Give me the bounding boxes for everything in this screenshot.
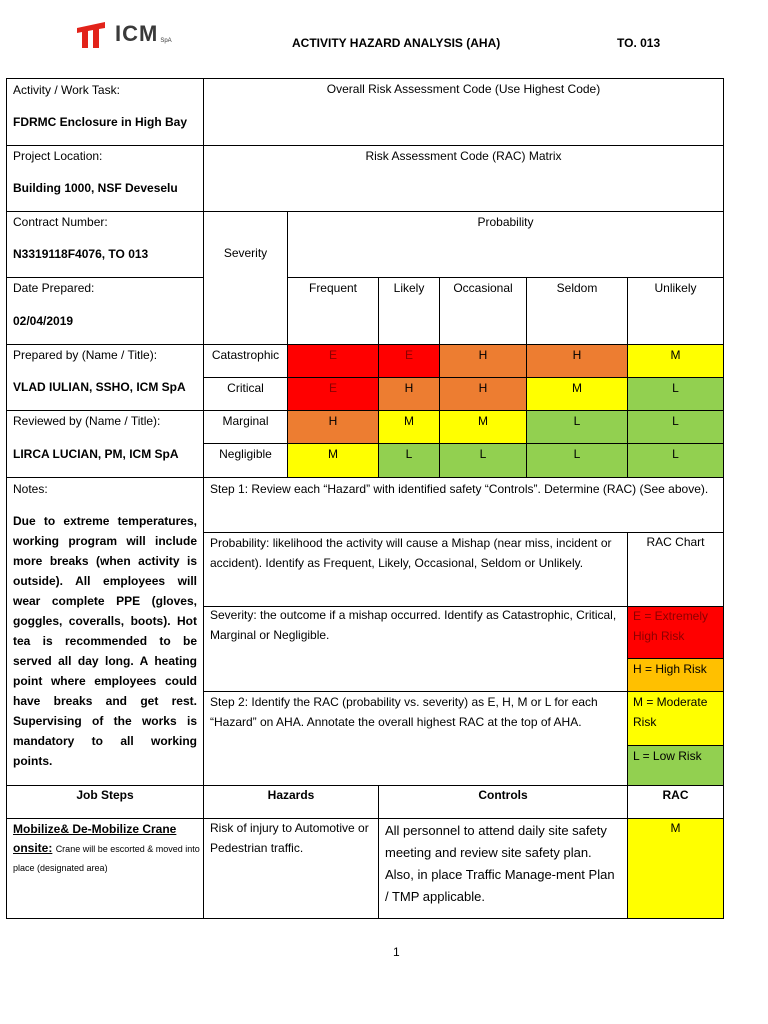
legend-extreme-text: E = Extremely High Risk (633, 609, 709, 643)
prob-frequent (287, 277, 379, 345)
probability-def-cell (203, 532, 628, 607)
activity-label: Activity / Work Task: (13, 83, 120, 97)
rac-cell-negligible-frequent: M (287, 443, 379, 478)
severity-catastrophic-label: Catastrophic (211, 348, 280, 362)
notes-cell (6, 477, 204, 786)
document-title: ACTIVITY HAZARD ANALYSIS (AHA) (292, 36, 501, 50)
table-row-control (378, 818, 628, 919)
prepared-value: VLAD IULIAN, SSHO, ICM SpA (13, 380, 186, 394)
overall-rac-label: Overall Risk Assessment Code (Use Highest Code) (326, 82, 601, 96)
prob-seldom (526, 277, 628, 345)
rac-cell-catastrophic-unlikely: M (627, 344, 724, 378)
logo-text: ICM (115, 21, 159, 46)
rac-cell-marginal-seldom: L (526, 410, 628, 444)
header-rac (627, 785, 724, 819)
legend-high-text: H = High Risk (633, 662, 707, 676)
rac-cell-negligible-likely: L (378, 443, 440, 478)
rac-cell-marginal-unlikely: L (627, 410, 724, 444)
severity-header (203, 211, 288, 345)
prob-unlikely-label: Unlikely (654, 281, 697, 295)
rac-cell-catastrophic-likely: E (378, 344, 440, 378)
rac-cell-marginal-likely: M (378, 410, 440, 444)
header-hazards-label: Hazards (267, 788, 315, 802)
severity-marginal (203, 410, 288, 444)
table-row-rac (627, 818, 724, 919)
job-step-note: Crane will be escorted & moved into place (designated area) (13, 844, 200, 873)
legend-low-text: L = Low Risk (633, 749, 702, 763)
rac-cell-critical-unlikely: L (627, 377, 724, 411)
legend-high (627, 658, 724, 692)
icm-logo-icon (75, 22, 107, 48)
activity-cell (6, 78, 204, 146)
rac-cell-critical-seldom: M (526, 377, 628, 411)
date-label: Date Prepared: (13, 281, 95, 295)
rac-cell-catastrophic-occasional: H (439, 344, 527, 378)
location-value: Building 1000, NSF Deveselu (13, 181, 178, 195)
rac-cell-critical-likely: H (378, 377, 440, 411)
contract-cell (6, 211, 204, 278)
severity-critical-label: Critical (227, 381, 264, 395)
rac-cell-critical-frequent: E (287, 377, 379, 411)
contract-value: N3319118F4076, TO 013 (13, 247, 149, 261)
rac-matrix-title-cell (203, 145, 724, 212)
prob-likely (378, 277, 440, 345)
legend-moderate-text: M = Moderate Risk (633, 695, 708, 729)
prob-frequent-label: Frequent (308, 281, 358, 295)
notes-text: Due to extreme temperatures, working program will include more breaks (when activity is outside). All employees will wear complete PPE (gloves, goggles, coveralls, boots). Hot tea is recommended to be served all day long. A heating point where employees could have breaks and get rest. Supervising of the works is mandatory to all working points. (13, 514, 197, 768)
rac-cell-critical-occasional: H (439, 377, 527, 411)
prob-likely-label: Likely (393, 281, 425, 295)
header-rac-label: RAC (662, 788, 689, 802)
rac-cell-negligible-occasional: L (439, 443, 527, 478)
prepared-label: Prepared by (Name / Title): (13, 348, 158, 362)
rac-matrix-title: Risk Assessment Code (RAC) Matrix (365, 149, 562, 163)
activity-value: FDRMC Enclosure in High Bay (13, 115, 188, 129)
hazard-text: Risk of injury to Automotive or Pedestrian traffic. (210, 821, 369, 855)
header-hazards (203, 785, 379, 819)
location-label: Project Location: (13, 149, 103, 163)
probability-def: Probability: likelihood the activity will cause a Mishap (near miss, incident or accident). Identify as Frequent, Likely, Occasional, Seldom or Unlikely. (210, 536, 612, 570)
prob-occasional-label: Occasional (453, 281, 513, 295)
rac-cell-negligible-seldom: L (526, 443, 628, 478)
location-cell (6, 145, 204, 212)
prepared-cell (6, 344, 204, 411)
header-job-steps-label: Job Steps (76, 788, 134, 802)
severity-def-cell (203, 606, 628, 692)
severity-marginal-label: Marginal (222, 414, 269, 428)
severity-critical (203, 377, 288, 411)
probability-header (287, 211, 724, 278)
prob-unlikely (627, 277, 724, 345)
severity-label: Severity (223, 246, 268, 260)
severity-negligible (203, 443, 288, 478)
date-cell (6, 277, 204, 345)
probability-label: Probability (477, 215, 534, 229)
contract-label: Contract Number: (13, 215, 108, 229)
rac-cell-catastrophic-frequent: E (287, 344, 379, 378)
page-number: 1 (393, 945, 400, 959)
step2-cell (203, 691, 628, 786)
table-row-hazard (203, 818, 379, 919)
overall-rac-cell (203, 78, 724, 146)
reviewed-value: LIRCA LUCIAN, PM, ICM SpA (13, 447, 179, 461)
header-controls-label: Controls (478, 788, 528, 802)
header-controls (378, 785, 628, 819)
step1-cell (203, 477, 724, 533)
reviewed-cell (6, 410, 204, 478)
logo-suffix: SpA (160, 38, 172, 44)
date-value: 02/04/2019 (13, 314, 74, 328)
company-logo (75, 22, 172, 48)
legend-moderate (627, 691, 724, 746)
legend-extreme (627, 606, 724, 659)
rac-chart-title: RAC Chart (646, 535, 705, 549)
job-step-content (13, 820, 201, 877)
row-rac-value: M (670, 821, 681, 835)
severity-catastrophic (203, 344, 288, 378)
severity-negligible-label: Negligible (219, 447, 272, 461)
prob-seldom-label: Seldom (556, 281, 598, 295)
step2-text: Step 2: Identify the RAC (probability vs. severity) as E, H, M or L for each “Hazard” on AHA. Annotate the overall highest RAC at the top of AHA. (210, 695, 598, 729)
step1-text: Step 1: Review each “Hazard” with identified safety “Controls”. Determine (RAC) (See above). (210, 482, 709, 496)
rac-cell-negligible-unlikely: L (627, 443, 724, 478)
legend-low (627, 745, 724, 786)
rac-cell-marginal-frequent: H (287, 410, 379, 444)
control-text: All personnel to attend daily site safety meeting and review site safety plan. Also, in place Traffic Manage-ment Plan / TMP applicable. (385, 823, 615, 904)
header-job-steps (6, 785, 204, 819)
table-row-job-step (6, 818, 204, 919)
severity-def: Severity: the outcome if a mishap occurred. Identify as Catastrophic, Critical, Marginal or Negligible. (210, 608, 617, 642)
rac-chart-title-cell (627, 532, 724, 607)
rac-cell-catastrophic-seldom: H (526, 344, 628, 378)
job-step-title: Mobilize& De-Mobilize Crane onsite: (13, 822, 177, 855)
reviewed-label: Reviewed by (Name / Title): (13, 414, 161, 428)
rac-cell-marginal-occasional: M (439, 410, 527, 444)
task-order: TO. 013 (617, 36, 661, 50)
prob-occasional (439, 277, 527, 345)
notes-label: Notes: (13, 482, 48, 496)
